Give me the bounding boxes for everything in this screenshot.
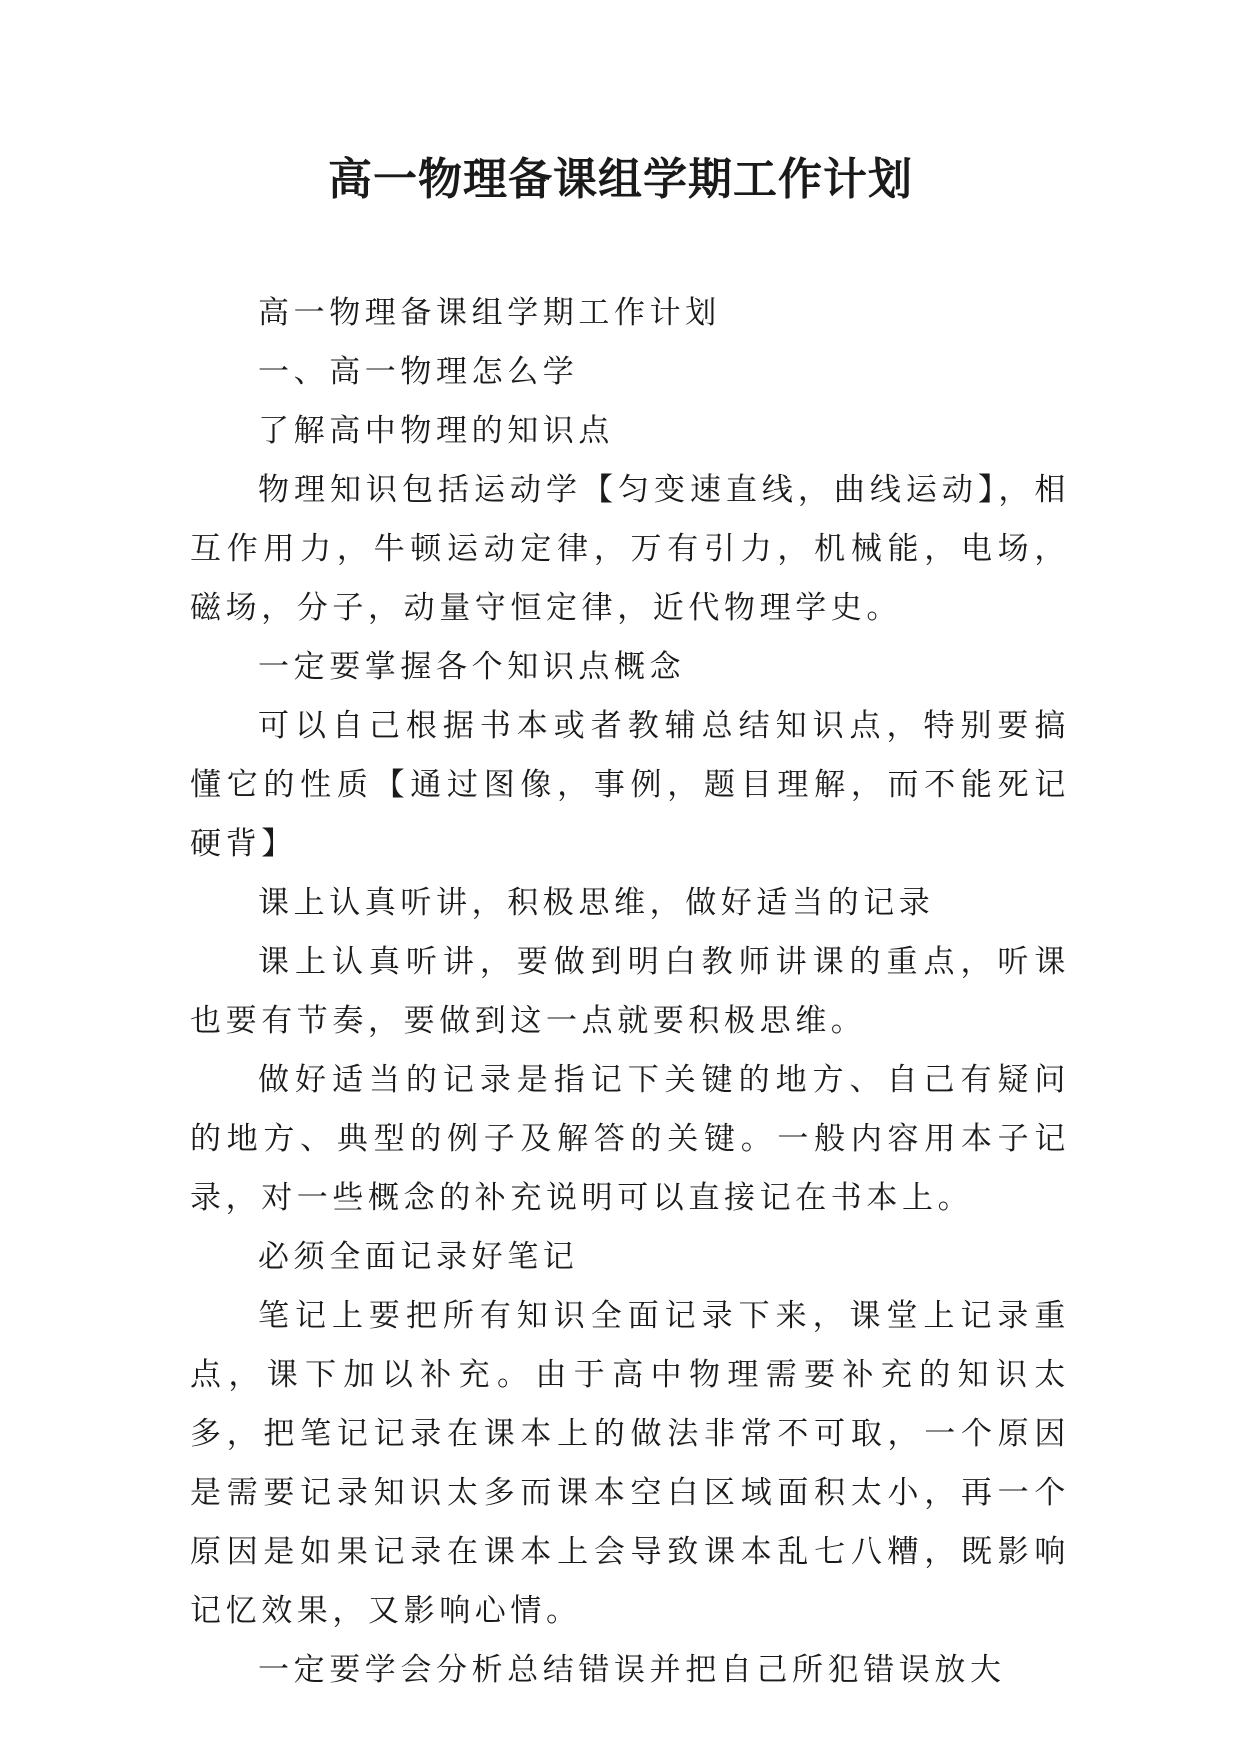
document-body [190, 284, 1070, 1700]
paragraph: 可以自己根据书本或者教辅总结知识点，特别要搞懂它的性质【通过图像，事例，题目理解，而不能死记硬背】 [190, 708, 1070, 862]
paragraph-point-heading: 一定要掌握各个知识点概念 [258, 649, 686, 685]
paragraph: 做好适当的记录是指记下关键的地方、自己有疑问的地方、典型的例子及解答的关键。一般内容用本子记录，对一些概念的补充说明可以直接记在书本上。 [190, 1062, 1070, 1216]
document-title: 高一物理备课组学期工作计划 [328, 154, 913, 205]
paragraph-point-heading: 一定要学会分析总结错误并把自己所犯错误放大 [258, 1652, 1006, 1688]
paragraph: 笔记上要把所有知识全面记录下来，课堂上记录重点，课下加以补充。由于高中物理需要补充的知识太多，把笔记记录在课本上的做法非常不可取，一个原因是需要记录知识太多而课本空白区域面积太小，再一个原因是如果记录在课本上会导致课本乱七八糟，既影响记忆效果，又影响心情。 [190, 1298, 1070, 1629]
paragraph-section-heading: 一、高一物理怎么学 [258, 354, 579, 390]
paragraph-point-heading: 课上认真听讲，积极思维，做好适当的记录 [258, 885, 935, 921]
paragraph: 课上认真听讲，要做到明白教师讲课的重点，听课也要有节奏，要做到这一点就要积极思维。 [190, 944, 1070, 1039]
paragraph-point-heading: 了解高中物理的知识点 [258, 413, 614, 449]
paragraph-subtitle: 高一物理备课组学期工作计划 [258, 295, 721, 331]
paragraph-point-heading: 必须全面记录好笔记 [258, 1239, 579, 1275]
paragraph: 物理知识包括运动学【匀变速直线，曲线运动】，相互作用力，牛顿运动定律，万有引力，机械能，电场，磁场，分子，动量守恒定律，近代物理学史。 [190, 472, 1070, 626]
